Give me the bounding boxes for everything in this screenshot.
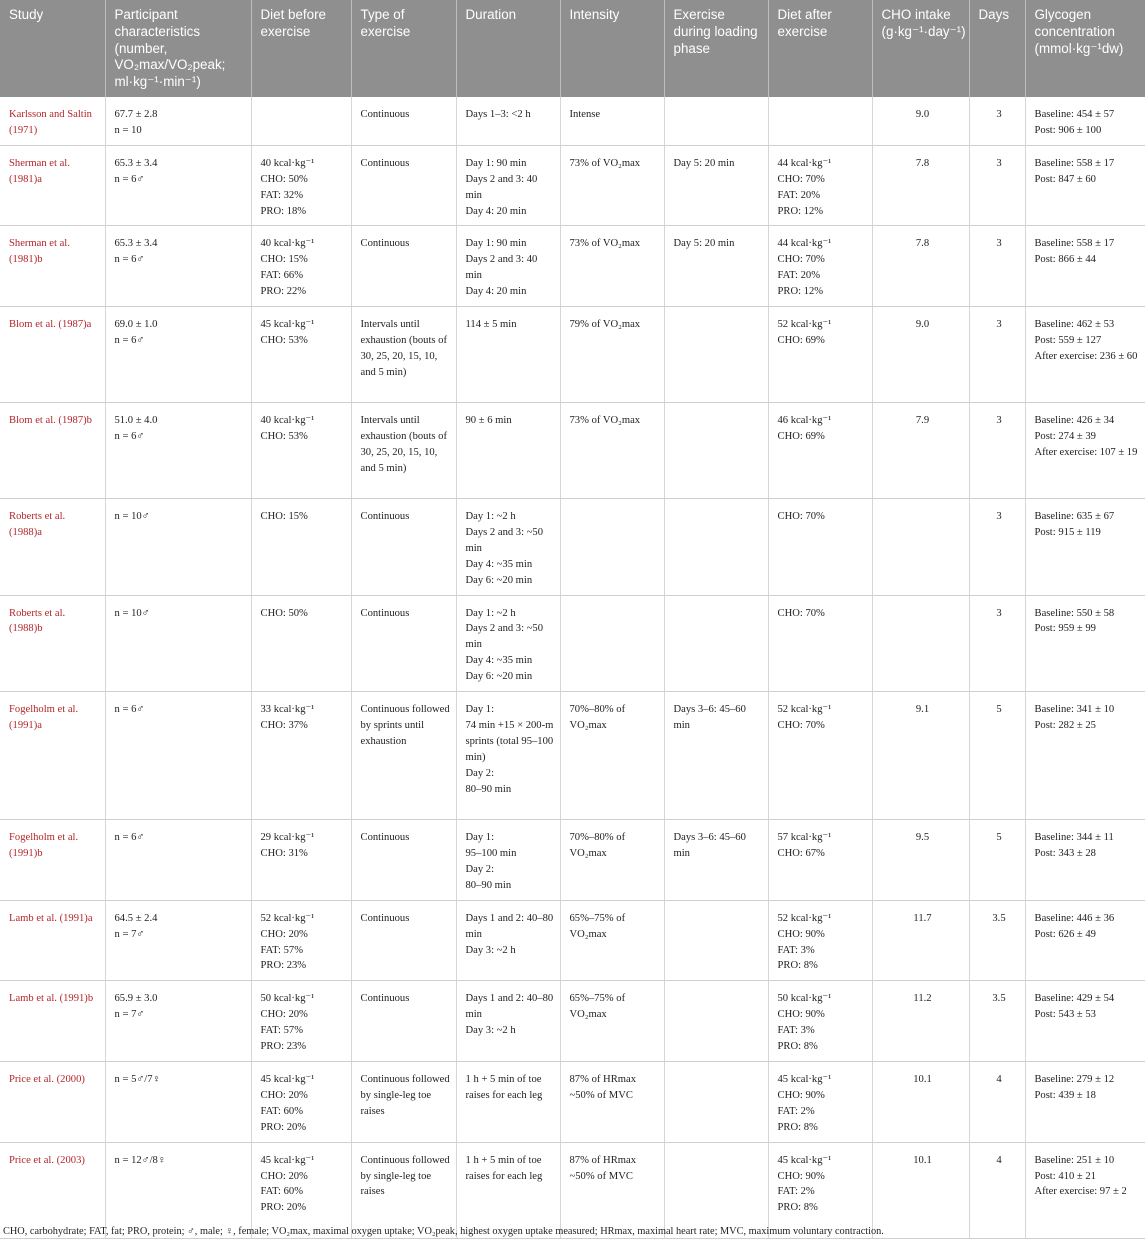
glycogen-cell: Baseline: 462 ± 53 Post: 559 ± 127 After exercise: 236 ± 60 — [1025, 307, 1145, 403]
exercise-type-cell: Continuous — [351, 97, 456, 145]
diet-before-cell: 33 kcal·kg⁻¹ CHO: 37% — [251, 692, 351, 820]
diet-before-cell: 45 kcal·kg⁻¹ CHO: 53% — [251, 307, 351, 403]
participant-cell: 67.7 ± 2.8 n = 10 — [105, 97, 251, 145]
diet-after-cell: 45 kcal·kg⁻¹ CHO: 90% FAT: 2% PRO: 8% — [768, 1142, 872, 1238]
glycogen-cell: Baseline: 558 ± 17 Post: 847 ± 60 — [1025, 145, 1145, 226]
cho-intake-cell: 10.1 — [872, 1061, 969, 1142]
loading-exercise-cell — [664, 1142, 768, 1238]
participant-cell: n = 5♂/7♀ — [105, 1061, 251, 1142]
loading-exercise-cell: Days 3–6: 45–60 min — [664, 820, 768, 901]
cho-intake-cell: 7.8 — [872, 226, 969, 307]
table-row — [0, 1061, 1145, 1142]
participant-cell: n = 12♂/8♀ — [105, 1142, 251, 1238]
duration-cell: 1 h + 5 min of toe raises for each leg — [456, 1061, 560, 1142]
study-cell: Roberts et al. (1988)b — [0, 595, 105, 692]
table-row — [0, 595, 1145, 692]
intensity-cell: 79% of VO₂max — [560, 307, 664, 403]
days-cell: 3 — [969, 145, 1025, 226]
intensity-cell: 73% of VO₂max — [560, 403, 664, 499]
cho-intake-cell: 9.0 — [872, 97, 969, 145]
days-cell: 4 — [969, 1061, 1025, 1142]
table-row — [0, 307, 1145, 403]
exercise-type-cell: Continuous — [351, 499, 456, 596]
intensity-cell: 65%–75% of VO₂max — [560, 900, 664, 981]
diet-before-cell: CHO: 15% — [251, 499, 351, 596]
cho-intake-cell: 7.8 — [872, 145, 969, 226]
diet-after-cell: 52 kcal·kg⁻¹ CHO: 69% — [768, 307, 872, 403]
cho-intake-cell: 9.0 — [872, 307, 969, 403]
exercise-type-cell: Continuous — [351, 145, 456, 226]
header-diet-before-exercise: Diet before exercise — [251, 0, 351, 97]
exercise-type-cell: Continuous followed by sprints until exhaustion — [351, 692, 456, 820]
days-cell: 5 — [969, 820, 1025, 901]
table-row — [0, 145, 1145, 226]
study-cell: Sherman et al. (1981)a — [0, 145, 105, 226]
header-participant-characteristics: Participant characteristics (number, VO₂max/VO₂peak; ml·kg⁻¹·min⁻¹) — [105, 0, 251, 97]
diet-before-cell: 52 kcal·kg⁻¹ CHO: 20% FAT: 57% PRO: 23% — [251, 900, 351, 981]
days-cell: 3 — [969, 499, 1025, 596]
participant-cell: 65.3 ± 3.4 n = 6♂ — [105, 145, 251, 226]
duration-cell: 90 ± 6 min — [456, 403, 560, 499]
exercise-type-cell: Continuous — [351, 820, 456, 901]
duration-cell: Day 1: 90 min Days 2 and 3: 40 min Day 4: 20 min — [456, 145, 560, 226]
study-cell: Lamb et al. (1991)a — [0, 900, 105, 981]
study-cell: Fogelholm et al. (1991)b — [0, 820, 105, 901]
glycogen-cell: Baseline: 635 ± 67 Post: 915 ± 119 — [1025, 499, 1145, 596]
header-exercise-during-loading: Exercise during loading phase — [664, 0, 768, 97]
loading-exercise-cell — [664, 499, 768, 596]
participant-cell: n = 6♂ — [105, 820, 251, 901]
header-intensity: Intensity — [560, 0, 664, 97]
table-row — [0, 900, 1145, 981]
cho-intake-cell: 10.1 — [872, 1142, 969, 1238]
intensity-cell — [560, 595, 664, 692]
exercise-type-cell: Continuous followed by single-leg toe raises — [351, 1142, 456, 1238]
exercise-type-cell: Intervals until exhaustion (bouts of 30, 25, 20, 15, 10, and 5 min) — [351, 307, 456, 403]
diet-before-cell: 29 kcal·kg⁻¹ CHO: 31% — [251, 820, 351, 901]
header-glycogen-concentration: Glycogen concentration (mmol·kg⁻¹dw) — [1025, 0, 1145, 97]
participant-cell: 51.0 ± 4.0 n = 6♂ — [105, 403, 251, 499]
table-row — [0, 981, 1145, 1062]
loading-exercise-cell — [664, 1061, 768, 1142]
participant-cell: 65.9 ± 3.0 n = 7♂ — [105, 981, 251, 1062]
cho-intake-cell: 9.5 — [872, 820, 969, 901]
diet-after-cell: 44 kcal·kg⁻¹ CHO: 70% FAT: 20% PRO: 12% — [768, 145, 872, 226]
glycogen-cell: Baseline: 558 ± 17 Post: 866 ± 44 — [1025, 226, 1145, 307]
days-cell: 4 — [969, 1142, 1025, 1238]
intensity-cell: 73% of VO₂max — [560, 145, 664, 226]
glycogen-cell: Baseline: 429 ± 54 Post: 543 ± 53 — [1025, 981, 1145, 1062]
cho-intake-cell: 9.1 — [872, 692, 969, 820]
intensity-cell — [560, 499, 664, 596]
loading-exercise-cell: Days 3–6: 45–60 min — [664, 692, 768, 820]
diet-before-cell: 40 kcal·kg⁻¹ CHO: 15% FAT: 66% PRO: 22% — [251, 226, 351, 307]
loading-exercise-cell — [664, 595, 768, 692]
diet-after-cell: 52 kcal·kg⁻¹ CHO: 70% — [768, 692, 872, 820]
header-row — [0, 0, 1145, 97]
participant-cell: n = 10♂ — [105, 595, 251, 692]
duration-cell: 1 h + 5 min of toe raises for each leg — [456, 1142, 560, 1238]
intensity-cell: 73% of VO₂max — [560, 226, 664, 307]
intensity-cell: 87% of HRmax ~50% of MVC — [560, 1142, 664, 1238]
participant-cell: 64.5 ± 2.4 n = 7♂ — [105, 900, 251, 981]
duration-cell: Day 1: 95–100 min Day 2: 80–90 min — [456, 820, 560, 901]
exercise-type-cell: Intervals until exhaustion (bouts of 30, 25, 20, 15, 10, and 5 min) — [351, 403, 456, 499]
days-cell: 3 — [969, 595, 1025, 692]
glycogen-cell: Baseline: 550 ± 58 Post: 959 ± 99 — [1025, 595, 1145, 692]
days-cell: 3 — [969, 226, 1025, 307]
days-cell: 3 — [969, 97, 1025, 145]
header-diet-after-exercise: Diet after exercise — [768, 0, 872, 97]
diet-after-cell: 50 kcal·kg⁻¹ CHO: 90% FAT: 3% PRO: 8% — [768, 981, 872, 1062]
participant-cell: n = 6♂ — [105, 692, 251, 820]
duration-cell: Days 1 and 2: 40–80 min Day 3: ~2 h — [456, 981, 560, 1062]
intensity-cell: Intense — [560, 97, 664, 145]
loading-exercise-cell — [664, 900, 768, 981]
study-cell: Roberts et al. (1988)a — [0, 499, 105, 596]
diet-before-cell: CHO: 50% — [251, 595, 351, 692]
duration-cell: Day 1: 74 min +15 × 200-m sprints (total 95–100 min) Day 2: 80–90 min — [456, 692, 560, 820]
days-cell: 3 — [969, 403, 1025, 499]
glycogen-cell: Baseline: 446 ± 36 Post: 626 ± 49 — [1025, 900, 1145, 981]
study-cell: Karlsson and Saltin (1971) — [0, 97, 105, 145]
glycogen-cell: Baseline: 426 ± 34 Post: 274 ± 39 After exercise: 107 ± 19 — [1025, 403, 1145, 499]
duration-cell: Day 1: ~2 h Days 2 and 3: ~50 min Day 4: ~35 min Day 6: ~20 min — [456, 595, 560, 692]
table-row — [0, 403, 1145, 499]
diet-after-cell: CHO: 70% — [768, 595, 872, 692]
table-body — [0, 97, 1145, 1238]
loading-exercise-cell — [664, 403, 768, 499]
table-footnote: CHO, carbohydrate; FAT, fat; PRO, protein; ♂, male; ♀, female; VO₂max, maximal oxygen uptake; VO₂peak, highest oxygen uptake measured; HRmax, maximal heart rate; MVC, maximum voluntary contraction. — [3, 1226, 884, 1237]
intensity-cell: 65%–75% of VO₂max — [560, 981, 664, 1062]
diet-after-cell — [768, 97, 872, 145]
cho-intake-cell: 7.9 — [872, 403, 969, 499]
cho-intake-cell: 11.7 — [872, 900, 969, 981]
participant-cell: 69.0 ± 1.0 n = 6♂ — [105, 307, 251, 403]
intensity-cell: 87% of HRmax ~50% of MVC — [560, 1061, 664, 1142]
header-study: Study — [0, 0, 105, 97]
days-cell: 5 — [969, 692, 1025, 820]
loading-exercise-cell — [664, 307, 768, 403]
study-cell: Fogelholm et al. (1991)a — [0, 692, 105, 820]
intensity-cell: 70%–80% of VO₂max — [560, 820, 664, 901]
diet-after-cell: 44 kcal·kg⁻¹ CHO: 70% FAT: 20% PRO: 12% — [768, 226, 872, 307]
header-duration: Duration — [456, 0, 560, 97]
duration-cell: 114 ± 5 min — [456, 307, 560, 403]
diet-after-cell: 46 kcal·kg⁻¹ CHO: 69% — [768, 403, 872, 499]
header-type-of-exercise: Type of exercise — [351, 0, 456, 97]
loading-exercise-cell: Day 5: 20 min — [664, 226, 768, 307]
glycogen-cell: Baseline: 341 ± 10 Post: 282 ± 25 — [1025, 692, 1145, 820]
diet-before-cell: 50 kcal·kg⁻¹ CHO: 20% FAT: 57% PRO: 23% — [251, 981, 351, 1062]
loading-exercise-cell — [664, 97, 768, 145]
study-cell: Price et al. (2000) — [0, 1061, 105, 1142]
study-cell: Lamb et al. (1991)b — [0, 981, 105, 1062]
loading-exercise-cell: Day 5: 20 min — [664, 145, 768, 226]
header-days: Days — [969, 0, 1025, 97]
diet-after-cell: 57 kcal·kg⁻¹ CHO: 67% — [768, 820, 872, 901]
days-cell: 3.5 — [969, 900, 1025, 981]
study-cell: Blom et al. (1987)a — [0, 307, 105, 403]
exercise-type-cell: Continuous — [351, 900, 456, 981]
study-cell: Sherman et al. (1981)b — [0, 226, 105, 307]
header-cho-intake: CHO intake (g·kg⁻¹·day⁻¹) — [872, 0, 969, 97]
table-row — [0, 692, 1145, 820]
table-row — [0, 1142, 1145, 1238]
study-cell: Price et al. (2003) — [0, 1142, 105, 1238]
diet-after-cell: CHO: 70% — [768, 499, 872, 596]
participant-cell: n = 10♂ — [105, 499, 251, 596]
diet-before-cell: 40 kcal·kg⁻¹ CHO: 50% FAT: 32% PRO: 18% — [251, 145, 351, 226]
study-cell: Blom et al. (1987)b — [0, 403, 105, 499]
diet-after-cell: 52 kcal·kg⁻¹ CHO: 90% FAT: 3% PRO: 8% — [768, 900, 872, 981]
participant-cell: 65.3 ± 3.4 n = 6♂ — [105, 226, 251, 307]
diet-before-cell: 40 kcal·kg⁻¹ CHO: 53% — [251, 403, 351, 499]
glycogen-cell: Baseline: 251 ± 10 Post: 410 ± 21 After exercise: 97 ± 2 — [1025, 1142, 1145, 1238]
diet-before-cell: 45 kcal·kg⁻¹ CHO: 20% FAT: 60% PRO: 20% — [251, 1061, 351, 1142]
days-cell: 3.5 — [969, 981, 1025, 1062]
table-row — [0, 226, 1145, 307]
cho-intake-cell — [872, 499, 969, 596]
table-row — [0, 499, 1145, 596]
intensity-cell: 70%–80% of VO₂max — [560, 692, 664, 820]
duration-cell: Days 1 and 2: 40–80 min Day 3: ~2 h — [456, 900, 560, 981]
exercise-type-cell: Continuous — [351, 595, 456, 692]
cho-intake-cell — [872, 595, 969, 692]
exercise-type-cell: Continuous followed by single-leg toe raises — [351, 1061, 456, 1142]
table-row — [0, 820, 1145, 901]
exercise-type-cell: Continuous — [351, 226, 456, 307]
days-cell: 3 — [969, 307, 1025, 403]
cho-intake-cell: 11.2 — [872, 981, 969, 1062]
duration-cell: Day 1: 90 min Days 2 and 3: 40 min Day 4: 20 min — [456, 226, 560, 307]
glycogen-cell: Baseline: 454 ± 57 Post: 906 ± 100 — [1025, 97, 1145, 145]
diet-after-cell: 45 kcal·kg⁻¹ CHO: 90% FAT: 2% PRO: 8% — [768, 1061, 872, 1142]
loading-exercise-cell — [664, 981, 768, 1062]
glycogen-cell: Baseline: 279 ± 12 Post: 439 ± 18 — [1025, 1061, 1145, 1142]
exercise-type-cell: Continuous — [351, 981, 456, 1062]
glycogen-cell: Baseline: 344 ± 11 Post: 343 ± 28 — [1025, 820, 1145, 901]
diet-before-cell — [251, 97, 351, 145]
duration-cell: Day 1: ~2 h Days 2 and 3: ~50 min Day 4: ~35 min Day 6: ~20 min — [456, 499, 560, 596]
duration-cell: Days 1–3: <2 h — [456, 97, 560, 145]
table-row — [0, 97, 1145, 145]
diet-before-cell: 45 kcal·kg⁻¹ CHO: 20% FAT: 60% PRO: 20% — [251, 1142, 351, 1238]
